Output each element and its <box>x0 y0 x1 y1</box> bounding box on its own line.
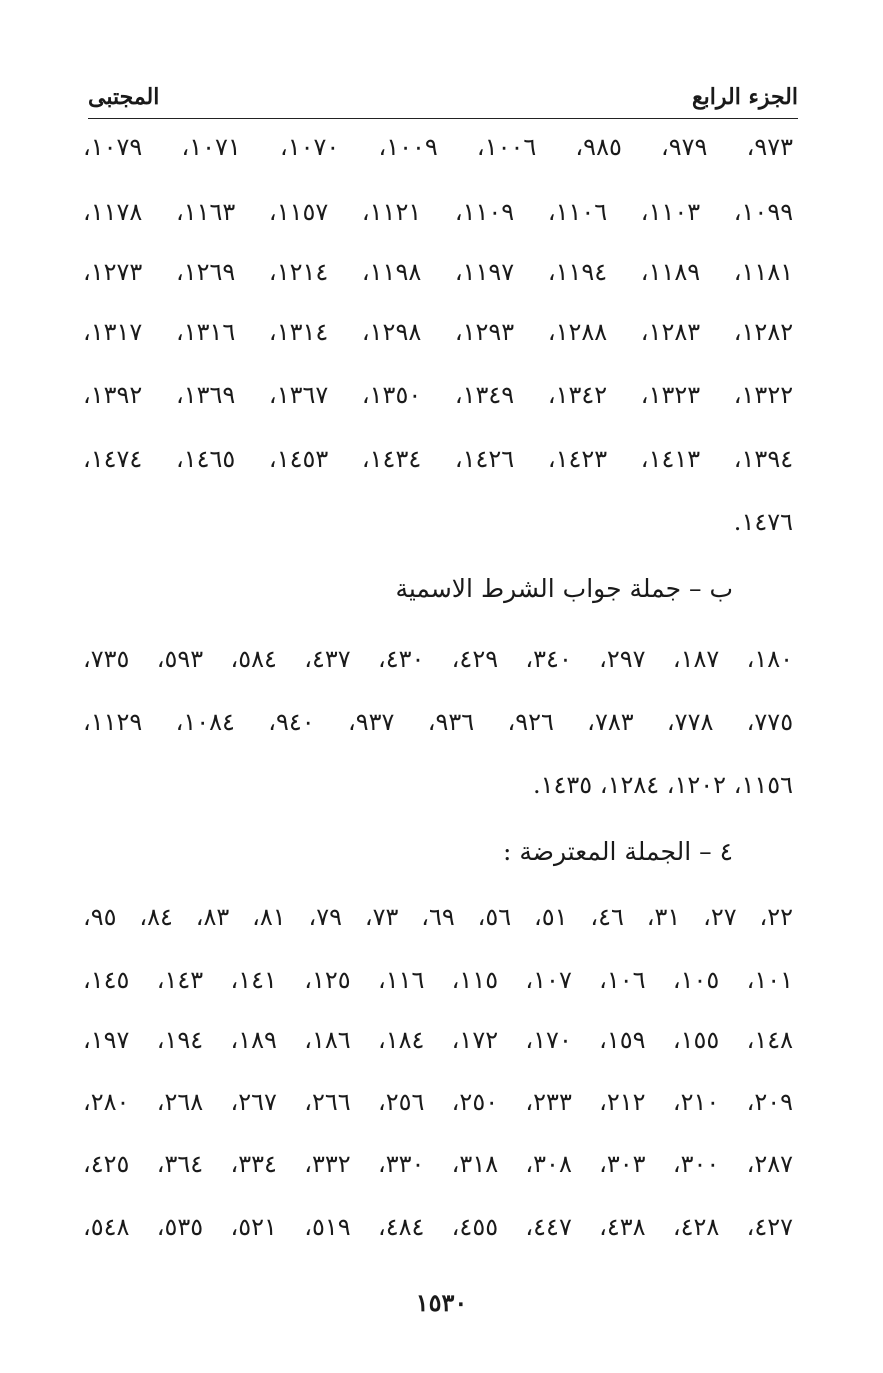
header-book-title: المجتبى <box>88 84 160 110</box>
index-line: ٤٢٧، ٤٢٨، ٤٣٨، ٤٤٧، ٤٥٥، ٤٨٤، ٥١٩، ٥٢١، ٥٣٥، ٥٤٨، <box>83 1213 794 1241</box>
section-heading-4: ٤ – الجملة المعترضة : <box>502 837 733 866</box>
index-line: ١٤٧٦. <box>733 508 793 536</box>
index-line: ١٣٩٤، ١٤١٣، ١٤٢٣، ١٤٢٦، ١٤٣٤، ١٤٥٣، ١٤٦٥، ١٤٧٤، <box>83 445 794 473</box>
index-line: ١٨٠، ١٨٧، ٢٩٧، ٣٤٠، ٤٢٩، ٤٣٠، ٤٣٧، ٥٨٤، ٥٩٣، ٧٣٥، <box>83 645 794 673</box>
index-line: ١٠٩٩، ١١٠٣، ١١٠٦، ١١٠٩، ١١٢١، ١١٥٧، ١١٦٣، ١١٧٨، <box>83 198 794 226</box>
index-line: ٢٨٧، ٣٠٠، ٣٠٣، ٣٠٨، ٣١٨، ٣٣٠، ٣٣٢، ٣٣٤، ٣٦٤، ٤٢٥، <box>83 1150 794 1178</box>
index-line: ١١٥٦، ١٢٠٢، ١٢٨٤، ١٤٣٥. <box>532 771 793 799</box>
index-line: ١٠١، ١٠٥، ١٠٦، ١٠٧، ١١٥، ١١٦، ١٢٥، ١٤١، ١٤٣، ١٤٥، <box>83 966 794 994</box>
index-line: ٢٠٩، ٢١٠، ٢١٢، ٢٣٣، ٢٥٠، ٢٥٦، ٢٦٦، ٢٦٧، ٢٦٨، ٢٨٠، <box>83 1088 794 1116</box>
index-line: ١٢٨٢، ١٢٨٣، ١٢٨٨، ١٢٩٣، ١٢٩٨، ١٣١٤، ١٣١٦، ١٣١٧، <box>83 318 794 346</box>
index-line: ١١٨١، ١١٨٩، ١١٩٤، ١١٩٧، ١١٩٨، ١٢١٤، ١٢٦٩، ١٢٧٣، <box>83 258 794 286</box>
index-line: ١٤٨، ١٥٥، ١٥٩، ١٧٠، ١٧٢، ١٨٤، ١٨٦، ١٨٩، ١٩٤، ١٩٧، <box>83 1026 794 1054</box>
page-number: ١٥٣٠ <box>415 1288 468 1317</box>
section-heading-b: ب – جملة جواب الشرط الاسمية <box>395 574 733 603</box>
index-line: ١٣٢٢، ١٣٢٣، ١٣٤٢، ١٣٤٩، ١٣٥٠، ١٣٦٧، ١٣٦٩، ١٣٩٢، <box>83 381 794 409</box>
index-line: ٧٧٥، ٧٧٨، ٧٨٣، ٩٢٦، ٩٣٦، ٩٣٧، ٩٤٠، ١٠٨٤، ١١٢٩، <box>83 708 794 736</box>
index-line: ٩٧٣، ٩٧٩، ٩٨٥، ١٠٠٦، ١٠٠٩، ١٠٧٠، ١٠٧١، ١٠٧٩، <box>83 133 794 161</box>
index-line: ٢٢، ٢٧، ٣١، ٤٦، ٥١، ٥٦، ٦٩، ٧٣، ٧٩، ٨١، ٨٣، ٨٤، ٩٥، <box>83 903 794 931</box>
running-header <box>88 84 798 119</box>
header-volume: الجزء الرابع <box>691 84 798 110</box>
